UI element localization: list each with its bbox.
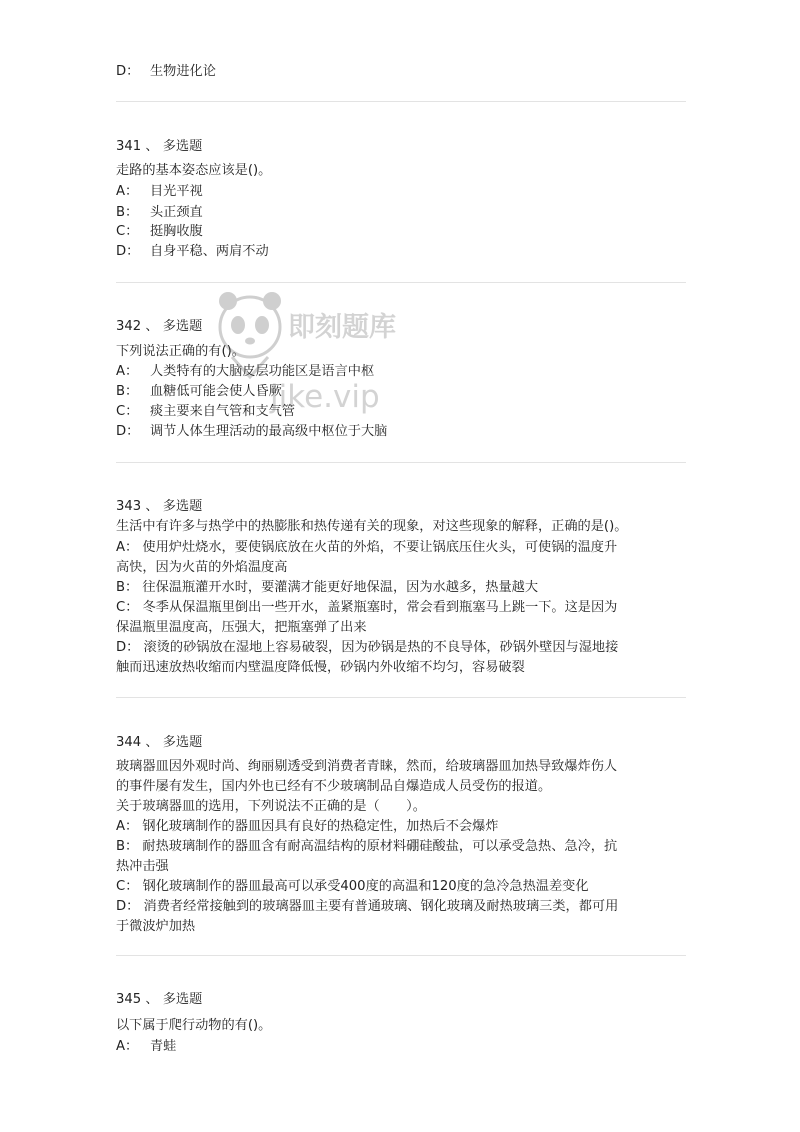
divider [116, 697, 686, 698]
question-341-stem: 走路的基本姿态应该是()。 [116, 163, 272, 178]
question-342-option-d: D： 调节人体生理活动的最高级中枢位于大脑 [116, 424, 388, 439]
question-343-stem: 生活中有许多与热学中的热膨胀和热传递有关的现象，对这些现象的解释，正确的是()。 [116, 519, 628, 534]
question-343-option-b: B： 往保温瓶灌开水时，要灌满才能更好地保温，因为水越多，热量越大 [116, 580, 539, 595]
watermark-domain: jike.vip [270, 379, 380, 415]
question-343-option-c-line1: C： 冬季从保温瓶里倒出一些开水，盖紧瓶塞时，常会看到瓶塞马上跳一下。这是因为 [116, 600, 618, 615]
question-344-option-d-line1: D： 消费者经常接触到的玻璃器皿主要有普通玻璃、钢化玻璃及耐热玻璃三类，都可用 [116, 899, 619, 914]
question-343-header: 343 、 多选题 [116, 499, 203, 514]
question-341-header: 341 、 多选题 [116, 139, 203, 154]
question-341-option-d: D： 自身平稳、两肩不动 [116, 244, 269, 259]
question-341-option-a: A： 目光平视 [116, 184, 203, 199]
question-344-option-a: A： 钢化玻璃制作的器皿因具有良好的热稳定性，加热后不会爆炸 [116, 819, 499, 834]
question-343-option-a-line1: A： 使用炉灶烧水，要使锅底放在火苗的外焰，不要让锅底压住火头，可使锅的温度升 [116, 540, 618, 555]
question-341-option-b: B： 头正颈直 [116, 205, 203, 220]
question-343-option-c-line2: 保温瓶里温度高，压强大，把瓶塞弹了出来 [116, 620, 367, 635]
divider [116, 101, 686, 102]
question-344-stem-line3: 关于玻璃器皿的选用，下列说法不正确的是（ ）。 [116, 799, 426, 814]
question-342-option-b: B： 血糖低可能会使人昏厥 [116, 384, 282, 399]
question-344-stem-line1: 玻璃器皿因外观时尚、绚丽剔透受到消费者青睐，然而，给玻璃器皿加热导致爆炸伤人 [116, 759, 618, 774]
question-343-option-d-line2: 触而迅速放热收缩而内壁温度降低慢，砂锅内外收缩不均匀，容易破裂 [116, 660, 525, 675]
question-344-option-d-line2: 于微波炉加热 [116, 919, 196, 934]
question-345-stem: 以下属于爬行动物的有()。 [116, 1018, 272, 1033]
question-345-header: 345 、 多选题 [116, 992, 203, 1007]
question-344-header: 344 、 多选题 [116, 735, 203, 750]
question-344-stem-line2: 的事件屡有发生，国内外也已经有不少玻璃制品自爆造成人员受伤的报道。 [116, 779, 552, 794]
divider [116, 462, 686, 463]
question-342-header: 342 、 多选题 [116, 319, 203, 334]
question-343-option-a-line2: 高快，因为火苗的外焰温度高 [116, 560, 288, 575]
question-341-option-c: C： 挺胸收腹 [116, 224, 203, 239]
question-342-option-a: A： 人类特有的大脑皮层功能区是语言中枢 [116, 364, 375, 379]
question-344-option-b-line1: B： 耐热玻璃制作的器皿含有耐高温结构的原材料硼硅酸盐，可以承受急热、急冷，抗 [116, 839, 618, 854]
divider [116, 955, 686, 956]
question-344-option-b-line2: 热冲击强 [116, 859, 169, 874]
prev-option-d: D： 生物进化论 [116, 64, 216, 79]
question-342-option-c: C： 痰主要来自气管和支气管 [116, 404, 296, 419]
question-344-option-c: C： 钢化玻璃制作的器皿最高可以承受400度的高温和120度的急冷急热温差变化 [116, 879, 589, 894]
watermark-brand: 即刻题库 [288, 312, 396, 343]
question-342-stem: 下列说法正确的有()。 [116, 344, 245, 359]
question-345-option-a: A： 青蛙 [116, 1039, 177, 1054]
question-343-option-d-line1: D： 滚烫的砂锅放在湿地上容易破裂，因为砂锅是热的不良导体，砂锅外壁因与湿地接 [116, 640, 619, 655]
divider [116, 282, 686, 283]
